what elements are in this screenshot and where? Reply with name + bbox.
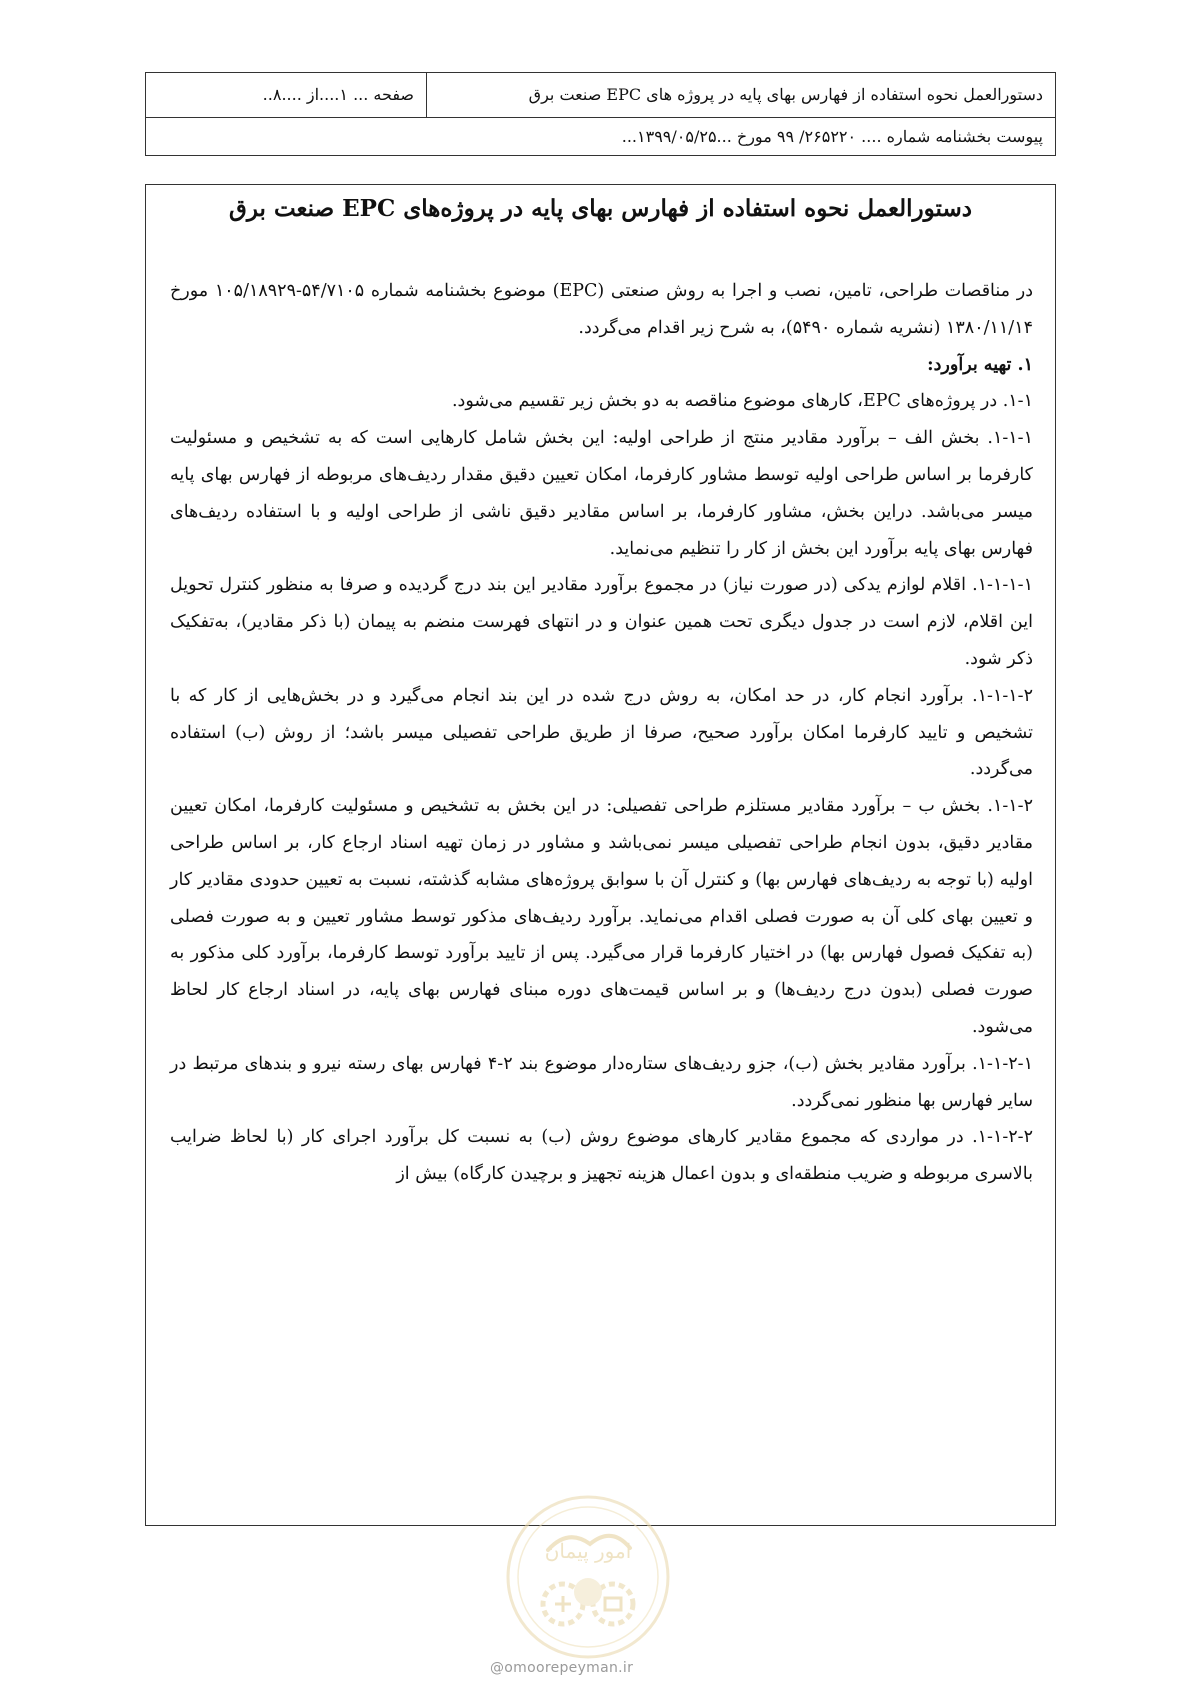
paragraph-1-1-2-2: ۱-۱-۲-۲. در مواردی که مجموع مقادیر کارهای موضوع روش (ب) به نسبت کل برآورد اجرای کار (با لحاظ ضرایب بالاسری مربوطه و ضریب منطقه‌ای و بدون اعمال هزینه تجهیز و برچیدن کارگاه) بیش از <box>170 1127 1033 1185</box>
watermark-logo-icon <box>503 1492 673 1662</box>
watermark-text: امور پیمان <box>544 1539 632 1563</box>
intro-paragraph: در مناقصات طراحی، تامین، نصب و اجرا به روش صنعتی (EPC) موضوع بخشنامه شماره ۵۴/۷۱۰۵-۱۰۵/۱۸۹۲۹ مورخ ۱۳۸۰/۱۱/۱۴ (نشریه شماره ۵۴۹۰)، به شرح زیر اقدام می‌گردد. <box>170 281 1033 338</box>
header-table <box>145 72 1056 156</box>
header-attachment-ref: پیوست بخشنامه شماره .... ۲۶۵۲۲۰/ ۹۹ مورخ ...۱۳۹۹/۰۵/۲۵... <box>621 127 1043 146</box>
header-row-1 <box>146 73 1055 118</box>
paragraph-1-1-2-1: ۱-۱-۲-۱. برآورد مقادیر بخش (ب)، جزو ردیف‌های ستاره‌دار موضوع بند ۲-۴ فهارس بهای رسته نیرو و بندهای مرتبط در سایر فهارس بها منظور نمی‌گردد. <box>170 1053 1033 1111</box>
document-title: دستورالعمل نحوه استفاده از فهارس بهای پایه در پروژه‌های EPC صنعت برق <box>229 195 972 222</box>
header-title: دستورالعمل نحوه استفاده از فهارس بهای پایه در پروژه های EPC صنعت برق <box>426 73 1055 117</box>
header-page-number: صفحه ... ۱....از ....۸.. <box>262 85 414 104</box>
section-heading-1: ۱. تهیه برآورد: <box>927 354 1033 375</box>
paragraph-1-1-1-2: ۱-۱-۱-۲. برآورد انجام کار، در حد امکان، به روش درج شده در این بند انجام می‌گیرد و در بخش‌هایی از کار که با تشخیص و تایید کارفرما امکان برآورد صحیح، صرفا از طریق طراحی تفصیلی میسر باشد؛ از روش (ب) استفاده می‌گردد. <box>170 685 1034 780</box>
document-body-frame <box>145 184 1056 1526</box>
document-body <box>170 273 1033 1193</box>
site-watermark-text: @omoorepeyman.ir <box>490 1660 634 1676</box>
paragraph-1-1: ۱-۱. در پروژه‌های EPC، کارهای موضوع مناقصه به دو بخش زیر تقسیم می‌شود. <box>451 391 1033 412</box>
paragraph-1-1-2: ۱-۱-۲. بخش ب – برآورد مقادیر مستلزم طراحی تفصیلی: در این بخش به تشخیص و مسئولیت کارفرما، امکان تعیین مقادیر دقیق، بدون انجام طراحی تفصیلی میسر نمی‌باشد و مشاور در زمان تهیه اسناد ارجاع کار، بر اساس طراحی اولیه (با توجه به ردیف‌های فهارس بها) و کنترل آن با سوابق پروژه‌های مشابه گذشته، نسبت به تعیین حدودی مقادیر کار و تعیین بهای کلی آن به صورت فصلی اقدام می‌نماید. برآورد ردیف‌های مذکور توسط مشاور تعیین و به صورت فصلی (به تفکیک فصول فهارس بها) در اختیار کارفرما قرار می‌گیرد. پس از تایید برآورد توسط کارفرما، برآورد کلی مذکور به صورت فصلی (بدون درج ردیف‌ها) و بر اساس قیمت‌های دوره مبنای فهارس بهای پایه، در اسناد ارجاع کار لحاظ می‌شود. <box>170 796 1033 1037</box>
paragraph-1-1-1-1: ۱-۱-۱-۱. اقلام لوازم یدکی (در صورت نیاز) در مجموع برآورد مقادیر این بند درج گردیده و صرفا به منظور کنترل تحویل این اقلام، لازم است در جدول دیگری تحت همین عنوان و در انتهای فهرست منضم به پیمان (با ذکر مقادیر)، به‌تفکیک ذکر شود. <box>170 575 1033 669</box>
paragraph-1-1-1: ۱-۱-۱. بخش الف – برآورد مقادیر منتج از طراحی اولیه: این بخش شامل کارهایی است که به تشخیص و مسئولیت کارفرما بر اساس طراحی اولیه توسط مشاور کارفرما، امکان تعیین دقیق مقدار ردیف‌های مربوطه از فهارس بهای پایه میسر می‌باشد. دراین بخش، مشاور کارفرما، بر اساس مقادیر دقیق ناشی از طراحی اولیه و با استفاده ردیف‌های فهارس بهای پایه برآورد این بخش از کار را تنظیم می‌نماید. <box>170 428 1033 559</box>
